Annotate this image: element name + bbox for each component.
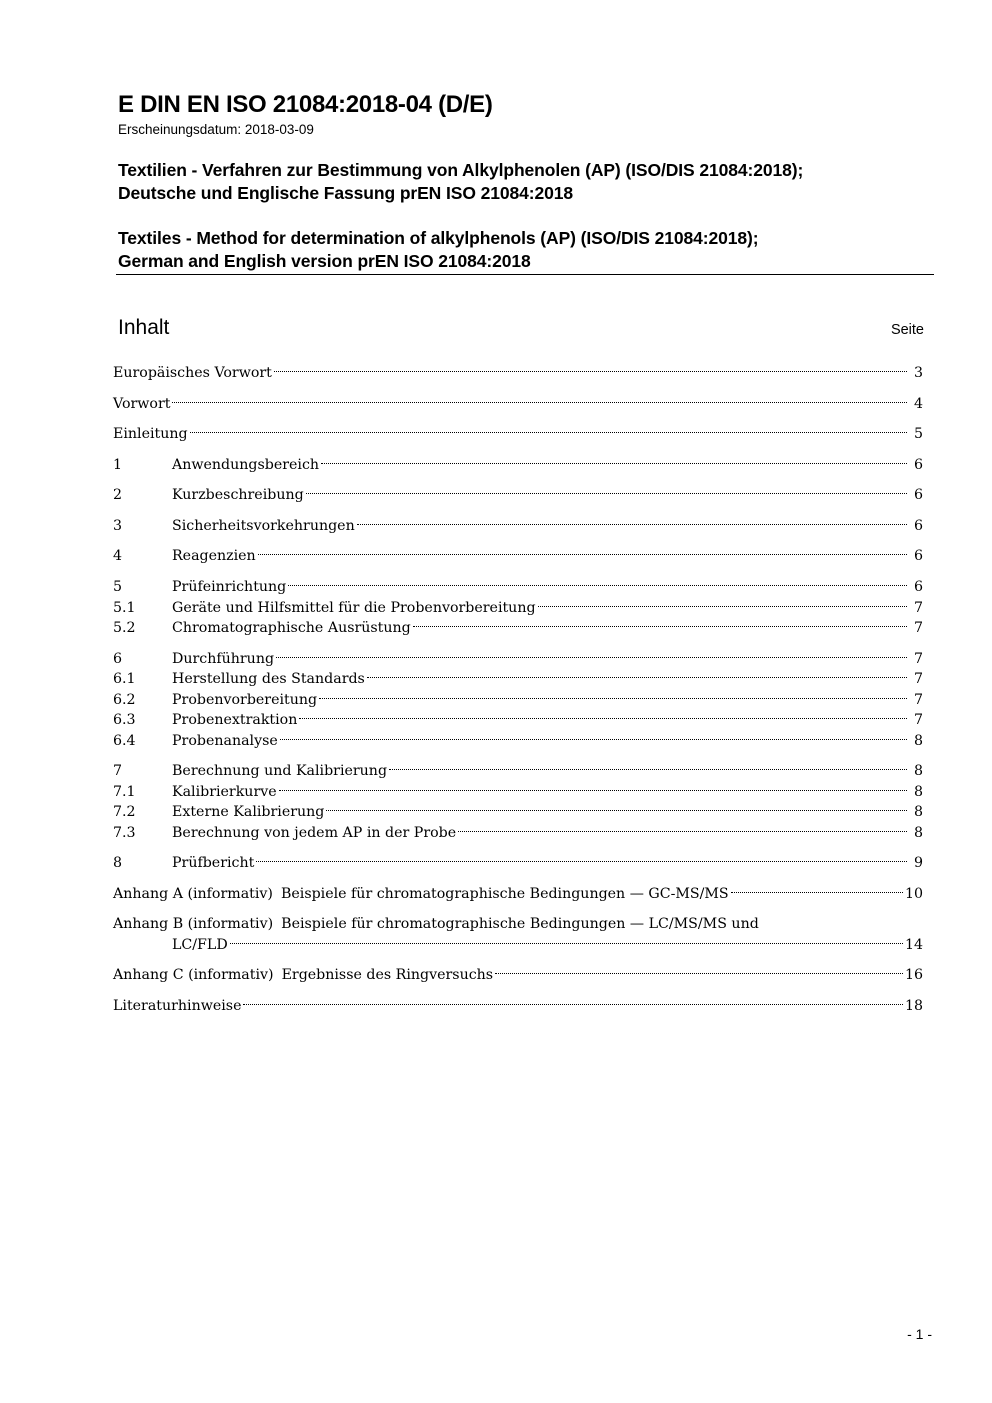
title-english-line-1: Textiles - Method for determination of alkylphenols (AP) (ISO/DIS 21084:2018); bbox=[118, 228, 759, 248]
toc-entry-page: 8 bbox=[913, 763, 923, 779]
toc-entry[interactable] bbox=[113, 597, 923, 619]
toc-entry-title: Berechnung von jedem AP in der Probe bbox=[172, 825, 457, 841]
toc-entry-annex-label: Anhang B (informativ) bbox=[113, 916, 274, 932]
toc-entry[interactable] bbox=[113, 964, 923, 986]
toc-entry-page: 16 bbox=[904, 967, 923, 983]
toc-entry-dot-leader bbox=[319, 696, 907, 699]
toc-entry-dot-leader bbox=[458, 829, 907, 832]
toc-entry[interactable] bbox=[113, 648, 923, 670]
toc-entry[interactable] bbox=[113, 362, 923, 384]
toc-entry-number: 6.3 bbox=[113, 712, 136, 728]
toc-entry-title: Chromatographische Ausrüstung bbox=[172, 620, 411, 636]
toc-entry-dot-leader bbox=[280, 737, 907, 740]
toc-entry-annex-label: Anhang C (informativ) bbox=[113, 967, 274, 983]
toc-entry[interactable] bbox=[113, 801, 923, 823]
toc-entry-title: Prüfbericht bbox=[172, 855, 255, 871]
toc-entry[interactable] bbox=[113, 454, 923, 476]
toc-entry-dot-leader bbox=[299, 716, 907, 719]
toc-entry-number: 6.1 bbox=[113, 671, 136, 687]
toc-entry[interactable] bbox=[113, 576, 923, 598]
toc-entry[interactable] bbox=[113, 668, 923, 690]
toc-entry-dot-leader bbox=[413, 624, 907, 627]
toc-entry[interactable] bbox=[113, 545, 923, 567]
toc-entry-page: 6 bbox=[913, 518, 923, 534]
toc-entry-title: Sicherheitsvorkehrungen bbox=[172, 518, 355, 534]
toc-entry-title: Vorwort bbox=[113, 396, 171, 412]
toc-entry-page: 8 bbox=[913, 825, 923, 841]
toc-entry[interactable] bbox=[113, 689, 923, 711]
toc-entry-title: Probenanalyse bbox=[172, 733, 278, 749]
toc-entry-page: 5 bbox=[913, 426, 923, 442]
toc-entry-page: 6 bbox=[913, 457, 923, 473]
toc-entry-dot-leader bbox=[256, 859, 907, 862]
toc-entry-title: Europäisches Vorwort bbox=[113, 365, 272, 381]
toc-entry[interactable] bbox=[113, 423, 923, 445]
toc-entry-page: 3 bbox=[913, 365, 923, 381]
toc-entry-page: 7 bbox=[913, 712, 923, 728]
toc-entry-dot-leader bbox=[230, 941, 903, 944]
toc-entry-number: 4 bbox=[113, 548, 123, 564]
toc-entry-title: Beispiele für chromatographische Bedingungen — GC-MS/MS bbox=[280, 886, 729, 902]
toc-entry-page: 7 bbox=[913, 600, 923, 616]
toc-entry-dot-leader bbox=[279, 788, 907, 791]
toc-entry[interactable] bbox=[113, 760, 923, 782]
toc-entry-dot-leader bbox=[495, 971, 903, 974]
toc-entry-number: 8 bbox=[113, 855, 123, 871]
toc-entry-dot-leader bbox=[258, 552, 907, 555]
title-german-line-2: Deutsche und Englische Fassung prEN ISO 21084:2018 bbox=[118, 183, 574, 203]
toc-entry-page: 4 bbox=[913, 396, 923, 412]
toc-entry-title: Durchführung bbox=[172, 651, 275, 667]
toc-entry-page: 6 bbox=[913, 487, 923, 503]
toc-entry-title: Prüfeinrichtung bbox=[172, 579, 287, 595]
toc-entry-dot-leader bbox=[538, 604, 907, 607]
toc-entry[interactable] bbox=[113, 822, 923, 844]
toc-entry-number: 1 bbox=[113, 457, 123, 473]
title-english-line-2: German and English version prEN ISO 21084:2018 bbox=[118, 251, 531, 271]
toc-entry-dot-leader bbox=[190, 430, 907, 433]
toc-entry-number: 5.1 bbox=[113, 600, 136, 616]
toc-entry-dot-leader bbox=[367, 675, 907, 678]
toc-entry-page: 7 bbox=[913, 620, 923, 636]
toc-entry-dot-leader bbox=[321, 461, 907, 464]
title-english bbox=[118, 227, 758, 273]
toc-entry-number: 6 bbox=[113, 651, 123, 667]
toc-entry-title: Ergebnisse des Ringversuchs bbox=[281, 967, 494, 983]
title-divider bbox=[116, 274, 934, 275]
toc-entry-dot-leader bbox=[274, 369, 907, 372]
toc-entry-number: 5.2 bbox=[113, 620, 136, 636]
title-german bbox=[118, 159, 803, 205]
toc-entry-dot-leader bbox=[288, 583, 907, 586]
toc-entry[interactable] bbox=[113, 781, 923, 803]
toc-entry-title: Geräte und Hilfsmittel für die Probenvorbereitung bbox=[172, 600, 536, 616]
toc-entry-page: 10 bbox=[904, 886, 923, 902]
toc-entry-page: 9 bbox=[913, 855, 923, 871]
toc-entry-number: 7 bbox=[113, 763, 123, 779]
toc-entry-number: 7.3 bbox=[113, 825, 136, 841]
toc-entry-title: Berechnung und Kalibrierung bbox=[172, 763, 388, 779]
toc-entry-number: 7.1 bbox=[113, 784, 136, 800]
toc-entry[interactable] bbox=[113, 709, 923, 731]
toc-entry-number: 5 bbox=[113, 579, 123, 595]
toc-entry-number: 6.4 bbox=[113, 733, 136, 749]
toc-entry-dot-leader bbox=[326, 808, 907, 811]
toc-entry-page: 6 bbox=[913, 579, 923, 595]
toc-page-column-label: Seite bbox=[890, 322, 924, 338]
toc-entry[interactable] bbox=[113, 730, 923, 752]
toc-entry[interactable] bbox=[113, 995, 923, 1017]
toc-heading: Inhalt bbox=[118, 316, 170, 339]
title-german-line-1: Textilien - Verfahren zur Bestimmung von Alkylphenolen (AP) (ISO/DIS 21084:2018); bbox=[118, 160, 804, 180]
toc-entry-page: 8 bbox=[913, 804, 923, 820]
toc-entry-dot-leader bbox=[306, 491, 907, 494]
toc-entry[interactable] bbox=[113, 617, 923, 639]
toc-entry-page: 14 bbox=[904, 937, 923, 953]
document-id: E DIN EN ISO 21084:2018-04 (D/E) bbox=[118, 91, 493, 118]
toc-entry[interactable] bbox=[113, 393, 923, 415]
publication-date: Erscheinungsdatum: 2018-03-09 bbox=[118, 122, 314, 137]
toc-entry-annex-label: Anhang A (informativ) bbox=[113, 886, 273, 902]
toc-entry-page: 7 bbox=[913, 692, 923, 708]
toc-entry-dot-leader bbox=[276, 655, 907, 658]
toc-entry-page: 8 bbox=[913, 784, 923, 800]
toc-entry-title: Herstellung des Standards bbox=[172, 671, 365, 687]
toc-entry-title: Externe Kalibrierung bbox=[172, 804, 325, 820]
toc-entry[interactable] bbox=[113, 852, 923, 874]
toc-entry-title: Kalibrierkurve bbox=[172, 784, 277, 800]
toc-entry-title: Beispiele für chromatographische Bedingungen — LC/MS/MS und bbox=[281, 916, 759, 932]
toc-entry-dot-leader bbox=[172, 400, 907, 403]
toc-entry[interactable] bbox=[113, 883, 923, 905]
toc-entry-page: 7 bbox=[913, 651, 923, 667]
toc-entry-number: 2 bbox=[113, 487, 123, 503]
toc-entry[interactable] bbox=[113, 484, 923, 506]
toc-entry-number: 7.2 bbox=[113, 804, 136, 820]
toc-entry-page: 18 bbox=[904, 998, 923, 1014]
toc-entry-title: Reagenzien bbox=[172, 548, 256, 564]
toc-entry-title: Einleitung bbox=[113, 426, 188, 442]
toc-entry-title: Kurzbeschreibung bbox=[172, 487, 304, 503]
toc-entry-number: 3 bbox=[113, 518, 123, 534]
toc-entry-dot-leader bbox=[731, 890, 903, 893]
toc-entry-number: 6.2 bbox=[113, 692, 136, 708]
toc-entry-title-continuation: LC/FLD bbox=[172, 937, 228, 953]
toc-entry-dot-leader bbox=[389, 767, 907, 770]
toc-entry-page: 8 bbox=[913, 733, 923, 749]
toc-entry[interactable] bbox=[113, 515, 923, 537]
toc-entry-page: 6 bbox=[913, 548, 923, 564]
toc-entry-title: Probenextraktion bbox=[172, 712, 298, 728]
toc-entry[interactable] bbox=[113, 913, 923, 935]
toc-entry-dot-leader bbox=[357, 522, 907, 525]
toc-entry-dot-leader bbox=[243, 1002, 902, 1005]
toc-entry-page: 7 bbox=[913, 671, 923, 687]
toc-entry-title: Probenvorbereitung bbox=[172, 692, 318, 708]
toc-entry-title: Anwendungsbereich bbox=[172, 457, 320, 473]
page-number: - 1 - bbox=[907, 1326, 932, 1342]
toc-entry-continuation[interactable] bbox=[113, 934, 923, 956]
toc-entry-title: Literaturhinweise bbox=[113, 998, 242, 1014]
